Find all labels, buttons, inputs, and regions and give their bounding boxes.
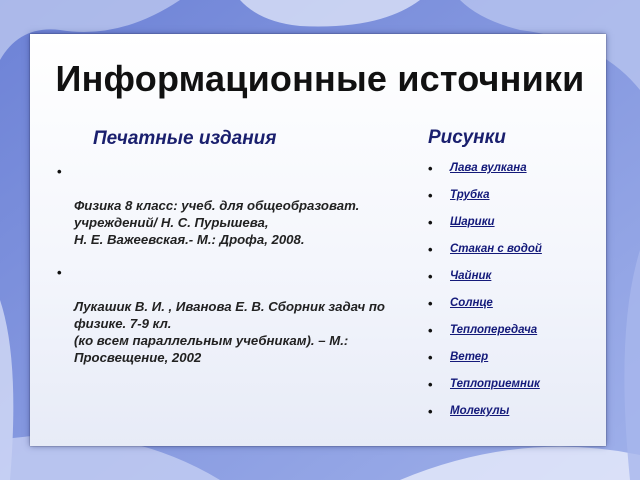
- pictures-link-list: [427, 162, 597, 432]
- printed-sources-list: [52, 163, 397, 382]
- list-item: [427, 270, 597, 297]
- book-citation: Физика 8 класс: учеб. для общеобразоват. учреждений/ Н. С. Пурышева, Н. Е. Важеевская.- М.: Дрофа, 2008.: [74, 198, 360, 247]
- bullet-icon: •: [428, 242, 433, 257]
- slide-title: Информационные источники: [55, 58, 585, 99]
- list-item: [52, 163, 397, 248]
- bullet-icon: •: [428, 404, 433, 419]
- list-item: [52, 264, 397, 366]
- book-citation: Лукашик В. И. , Иванова Е. В. Сборник задач по физике. 7-9 кл. (ко всем параллельным учебникам). – М.: Просвещение, 2002: [74, 299, 385, 365]
- list-item: [427, 243, 597, 270]
- link-wind[interactable]: Ветер: [450, 351, 489, 363]
- list-item: [427, 378, 597, 405]
- link-heat-transfer[interactable]: Теплопередача: [450, 324, 538, 336]
- list-item: [427, 351, 597, 378]
- bullet-icon: •: [428, 323, 433, 338]
- bullet-icon: •: [428, 269, 433, 284]
- bullet-icon: •: [57, 164, 62, 179]
- list-item: [427, 189, 597, 216]
- printed-sources-heading: Печатные издания: [93, 128, 277, 149]
- bullet-icon: •: [57, 265, 62, 280]
- link-sun[interactable]: Солнце: [450, 297, 493, 309]
- list-item: [427, 324, 597, 351]
- bullet-icon: •: [428, 215, 433, 230]
- list-item: [427, 162, 597, 189]
- link-heat-receiver[interactable]: Теплоприемник: [450, 378, 540, 390]
- bullet-icon: •: [428, 161, 433, 176]
- link-tube[interactable]: Трубка: [450, 189, 490, 201]
- link-glass-of-water[interactable]: Стакан с водой: [450, 243, 542, 255]
- list-item: [427, 216, 597, 243]
- link-kettle[interactable]: Чайник: [450, 270, 492, 282]
- bullet-icon: •: [428, 350, 433, 365]
- list-item: [427, 405, 597, 432]
- pictures-heading: Рисунки: [428, 127, 506, 148]
- bullet-icon: •: [428, 296, 433, 311]
- bullet-icon: •: [428, 377, 433, 392]
- list-item: [427, 297, 597, 324]
- link-molecules[interactable]: Молекулы: [450, 405, 510, 417]
- link-lava[interactable]: Лава вулкана: [450, 162, 527, 174]
- link-balls[interactable]: Шарики: [450, 216, 495, 228]
- bullet-icon: •: [428, 188, 433, 203]
